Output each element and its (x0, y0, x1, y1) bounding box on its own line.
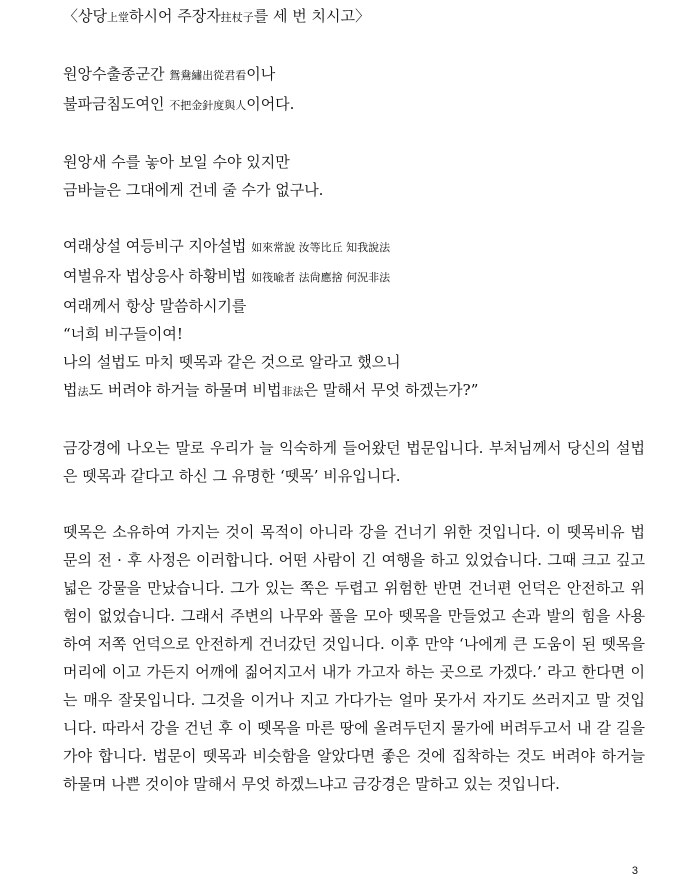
verse2-translation-1: 여래께서 항상 말씀하시기를 (63, 297, 247, 315)
verse1-hanja-1: 鴛鴦繡出從君看 (169, 69, 247, 82)
heading-line (63, 2, 645, 32)
verse2-translation-3: 나의 설법도 마치 뗏목과 같은 것으로 알라고 했으니 (63, 353, 401, 371)
verse1-hanja-2: 不把金針度與人 (169, 99, 247, 112)
verse2-hanja-2: 如筏喩者 法尙應捨 何況非法 (251, 271, 391, 284)
page-number: 3 (631, 865, 638, 877)
verse1-line-1 (63, 60, 645, 90)
commentary-paragraph-1: 금강경에 나오는 말로 우리가 늘 익숙하게 들어왔던 법문입니다. 부처님께서 당신의 설법은 뗏목과 같다고 하신 그 유명한 ‘뗏목’ 비유입니다. (63, 439, 645, 485)
verse2-translation-4-hanja-a: 法 (77, 385, 89, 398)
heading-close: 를 세 번 치시고〉 (253, 7, 370, 25)
commentary-paragraph-2: 뗏목은 소유하여 가지는 것이 목적이 아니라 강을 건너기 위한 것입니다. 이 뗏목비유 법문의 전 · 후 사정은 이러합니다. 어떤 사람이 긴 여행을 하고 있었습니다. 그때 크고 깊고 넓은 강물을 만났습니다. 그가 있는 쪽은 두렵고 위험한 반면 건너편 언덕은 안전하고 위험이 없었습니다. 그래서 주변의 나무와 풀을 모아 뗏목을 만들었고 손과 발의 힘을 사용하여 저쪽 언덕으로 안전하게 건너갔던 것입니다. 이후 만약 ‘나에게 큰 도움이 된 뗏목을 머리에 이고 가든지 어깨에 짊어지고서 내가 가고자 하는 곳으로 가겠다.’ 라고 한다면 이는 매우 잘못입니다. 그것을 이거나 지고 가다가는 얼마 못가서 자기도 쓰러지고 말 것입니다. 따라서 강을 건넌 후 이 뗏목을 마른 땅에 올려두던지 물가에 버려두고서 내 갈 길을 가야 합니다. 법문이 뗏목과 비슷함을 알았다면 좋은 것에 집착하는 것도 버려야 하거늘 하물며 나쁜 것이야 말해서 무엇 하겠느냐고 금강경은 말하고 있는 것입니다. (63, 523, 645, 793)
verse2-translation-4a: 법 (63, 381, 78, 399)
verse2-hanja-1: 如來常說 汝等比丘 知我說法 (251, 241, 391, 254)
verse1-translation-2: 금바늘은 그대에게 건네 줄 수가 없구나. (63, 181, 324, 199)
verse2-line-2 (63, 262, 645, 292)
document-page (63, 0, 645, 798)
verse1-korean-1: 원앙수출종군간 (63, 65, 170, 83)
verse2-translation-4-hanja-b: 非法 (281, 385, 304, 398)
heading-mid: 하시어 주장자 (128, 7, 221, 25)
verse1-tail-1: 이나 (246, 65, 276, 83)
verse1-line-2 (63, 90, 645, 120)
verse2-korean-2: 여벌유자 법상응사 하황비법 (63, 267, 252, 285)
verse2-translation-2: “너희 비구들이여! (63, 325, 183, 343)
verse1-korean-2: 불파금침도여인 (63, 95, 170, 113)
verse2-translation-4c: 은 말해서 무엇 하겠는가?” (303, 381, 479, 399)
verse2-line-1 (63, 232, 645, 262)
verse1-translation-1: 원앙새 수를 놓아 보일 수야 있지만 (63, 153, 290, 171)
verse2-translation-4 (63, 376, 645, 406)
heading-hanja-2: 拄杖子 (220, 11, 254, 24)
heading-hanja-1: 上堂 (106, 11, 129, 24)
verse2-korean-1: 여래상설 여등비구 지아설법 (63, 237, 252, 255)
verse2-translation-4b: 도 버려야 하거늘 하물며 비법 (88, 381, 282, 399)
heading-open: 〈상당 (63, 7, 107, 25)
verse1-tail-2: 이어다. (246, 95, 295, 113)
